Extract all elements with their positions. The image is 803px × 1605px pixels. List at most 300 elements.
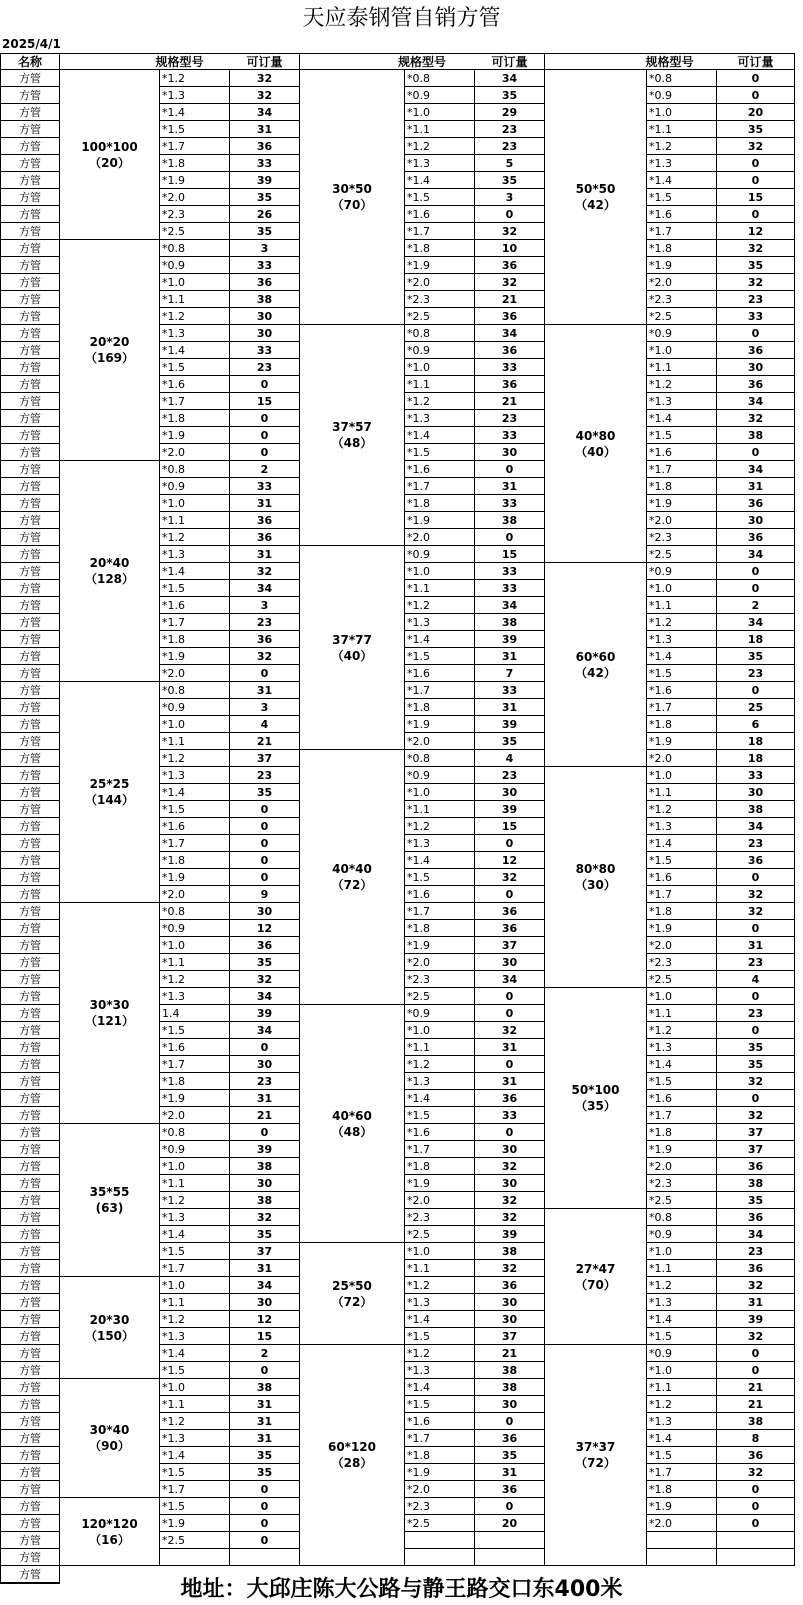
quantity-cell: 23 [717, 665, 795, 682]
group-size: 30*40 [89, 1423, 130, 1437]
quantity-cell: 0 [475, 1056, 545, 1073]
thickness-cell: *1.6 [160, 376, 230, 393]
group-total: （70） [575, 1277, 616, 1292]
thickness-cell: *1.2 [647, 801, 717, 818]
thickness-cell: *1.0 [405, 104, 475, 121]
quantity-cell: 0 [230, 1515, 300, 1532]
thickness-cell: *1.5 [160, 580, 230, 597]
thickness-cell: *1.1 [647, 597, 717, 614]
thickness-cell: *1.6 [160, 597, 230, 614]
thickness-cell: *0.8 [405, 325, 475, 342]
row-name-cell: 方管 [0, 291, 60, 308]
group-total: （72） [331, 878, 373, 892]
row-name-cell: 方管 [0, 1073, 60, 1090]
quantity-cell: 36 [475, 920, 545, 937]
spec-group [300, 70, 405, 325]
thickness-cell: *1.8 [405, 699, 475, 716]
row-name-cell: 方管 [0, 189, 60, 206]
quantity-cell: 0 [717, 1515, 795, 1532]
header-spec: 规格型号 [60, 53, 300, 70]
quantity-cell: 35 [230, 1226, 300, 1243]
thickness-cell: *1.4 [160, 342, 230, 359]
row-name-cell: 方管 [0, 546, 60, 563]
thickness-cell: *1.5 [160, 1498, 230, 1515]
row-name-cell: 方管 [0, 274, 60, 291]
row-name-cell: 方管 [0, 87, 60, 104]
quantity-cell: 32 [717, 903, 795, 920]
quantity-cell: 23 [230, 614, 300, 631]
quantity-cell: 0 [717, 1090, 795, 1107]
quantity-cell: 39 [717, 1311, 795, 1328]
row-name-cell: 方管 [0, 444, 60, 461]
quantity-cell: 23 [717, 1243, 795, 1260]
quantity-cell: 37 [717, 1141, 795, 1158]
thickness-cell: *2.0 [405, 529, 475, 546]
row-name-cell: 方管 [0, 682, 60, 699]
quantity-cell: 32 [475, 274, 545, 291]
thickness-cell: *1.4 [647, 1056, 717, 1073]
thickness-cell: *1.5 [160, 1022, 230, 1039]
quantity-cell: 4 [717, 971, 795, 988]
group-total: （35） [575, 1099, 616, 1113]
thickness-cell: *1.7 [160, 1260, 230, 1277]
thickness-cell: *1.4 [405, 427, 475, 444]
thickness-cell: *1.0 [647, 767, 717, 784]
thickness-cell: *1.7 [647, 699, 717, 716]
thickness-cell: *2.5 [647, 546, 717, 563]
thickness-cell: *1.1 [405, 580, 475, 597]
thickness-cell: *1.9 [160, 1515, 230, 1532]
quantity-cell: 36 [475, 1430, 545, 1447]
quantity-cell: 21 [717, 1396, 795, 1413]
quantity-cell: 32 [230, 1209, 300, 1226]
thickness-cell: *1.4 [647, 1430, 717, 1447]
quantity-cell: 0 [230, 1124, 300, 1141]
row-name-cell: 方管 [0, 461, 60, 478]
thickness-cell: *1.8 [405, 495, 475, 512]
quantity-cell: 21 [475, 393, 545, 410]
row-name-cell: 方管 [0, 852, 60, 869]
quantity-cell: 12 [717, 223, 795, 240]
quantity-cell: 12 [230, 920, 300, 937]
thickness-cell: *2.5 [405, 308, 475, 325]
thickness-cell: *0.9 [160, 257, 230, 274]
thickness-cell: *0.9 [160, 478, 230, 495]
group-size: 40*60 [332, 1108, 372, 1123]
thickness-cell: *1.2 [160, 1413, 230, 1430]
thickness-cell: *2.0 [160, 886, 230, 903]
quantity-cell: 36 [475, 1481, 545, 1498]
group-total: （48） [331, 1124, 373, 1139]
quantity-cell: 36 [717, 1447, 795, 1464]
thickness-cell: *1.1 [647, 1379, 717, 1396]
thickness-cell: *0.9 [405, 767, 475, 784]
thickness-cell: *0.8 [405, 750, 475, 767]
quantity-cell: 33 [475, 580, 545, 597]
row-name-cell: 方管 [0, 1532, 60, 1549]
thickness-cell: *2.5 [160, 1532, 230, 1549]
group-size: 27*47 [575, 1261, 616, 1276]
thickness-cell [405, 1532, 475, 1549]
thickness-cell: *2.0 [647, 750, 717, 767]
thickness-cell: *1.4 [647, 648, 717, 665]
quantity-cell: 32 [475, 1022, 545, 1039]
quantity-cell: 38 [475, 1243, 545, 1260]
thickness-cell: *1.8 [405, 240, 475, 257]
row-name-cell: 方管 [0, 1515, 60, 1532]
quantity-cell: 0 [475, 886, 545, 903]
thickness-cell: *1.5 [160, 1362, 230, 1379]
spec-group [60, 1277, 160, 1379]
spec-group [60, 240, 160, 461]
quantity-cell: 15 [475, 546, 545, 563]
thickness-cell: *1.7 [647, 1107, 717, 1124]
thickness-cell: *1.2 [160, 70, 230, 87]
quantity-cell: 30 [230, 308, 300, 325]
thickness-cell: *2.5 [405, 988, 475, 1005]
quantity-cell: 0 [230, 1532, 300, 1549]
quantity-cell: 39 [475, 1226, 545, 1243]
quantity-cell: 31 [475, 699, 545, 716]
row-name-cell: 方管 [0, 1362, 60, 1379]
thickness-cell: *1.7 [160, 393, 230, 410]
quantity-cell: 32 [475, 869, 545, 886]
quantity-cell: 35 [230, 954, 300, 971]
thickness-cell: *2.3 [405, 971, 475, 988]
thickness-cell: *2.0 [405, 1481, 475, 1498]
thickness-cell: *2.3 [405, 291, 475, 308]
spec-group [300, 1345, 405, 1566]
thickness-cell: *1.7 [405, 903, 475, 920]
quantity-cell: 0 [230, 852, 300, 869]
row-name-cell: 方管 [0, 1056, 60, 1073]
quantity-cell: 32 [230, 648, 300, 665]
thickness-cell: *2.5 [405, 1515, 475, 1532]
row-name-cell: 方管 [0, 614, 60, 631]
row-name-cell: 方管 [0, 1430, 60, 1447]
thickness-cell: *1.8 [647, 1124, 717, 1141]
group-size: 40*40 [332, 862, 372, 876]
quantity-cell: 30 [717, 359, 795, 376]
thickness-cell: *1.2 [647, 376, 717, 393]
thickness-cell: *1.6 [160, 1039, 230, 1056]
quantity-cell: 39 [475, 801, 545, 818]
thickness-cell: *0.8 [160, 682, 230, 699]
row-name-cell: 方管 [0, 648, 60, 665]
quantity-cell: 0 [717, 1498, 795, 1515]
thickness-cell: *1.2 [160, 1192, 230, 1209]
group-total: (63) [95, 1201, 124, 1215]
row-name-cell: 方管 [0, 138, 60, 155]
thickness-cell: *1.3 [647, 1413, 717, 1430]
thickness-cell: *2.0 [647, 937, 717, 954]
row-name-cell: 方管 [0, 920, 60, 937]
quantity-cell: 35 [230, 1447, 300, 1464]
thickness-cell: *1.5 [647, 852, 717, 869]
quantity-cell: 36 [230, 529, 300, 546]
thickness-cell: *0.9 [160, 699, 230, 716]
thickness-cell: *1.4 [647, 835, 717, 852]
thickness-cell: *1.0 [405, 359, 475, 376]
quantity-cell: 32 [717, 1464, 795, 1481]
thickness-cell: *1.6 [405, 206, 475, 223]
thickness-cell [160, 1549, 230, 1566]
quantity-cell: 9 [230, 886, 300, 903]
thickness-cell: *0.8 [160, 240, 230, 257]
row-name-cell: 方管 [0, 308, 60, 325]
thickness-cell: *1.4 [405, 1090, 475, 1107]
thickness-cell: *1.6 [647, 444, 717, 461]
quantity-cell: 0 [475, 1005, 545, 1022]
thickness-cell: *2.5 [647, 1192, 717, 1209]
quantity-cell: 21 [475, 291, 545, 308]
quantity-cell: 31 [230, 495, 300, 512]
row-name-cell: 方管 [0, 1311, 60, 1328]
quantity-cell: 34 [717, 461, 795, 478]
quantity-cell: 33 [230, 342, 300, 359]
row-name-cell: 方管 [0, 1243, 60, 1260]
spec-group [545, 563, 647, 767]
thickness-cell: *1.0 [160, 1158, 230, 1175]
row-name-cell: 方管 [0, 1566, 60, 1583]
group-total: （121） [84, 1014, 135, 1028]
row-name-cell: 方管 [0, 801, 60, 818]
row-name-cell: 方管 [0, 1124, 60, 1141]
thickness-cell: *0.8 [647, 70, 717, 87]
quantity-cell: 36 [230, 274, 300, 291]
quantity-cell: 0 [717, 70, 795, 87]
thickness-cell: *0.8 [160, 461, 230, 478]
group-total: （40） [575, 444, 616, 459]
thickness-cell: *1.6 [647, 206, 717, 223]
quantity-cell: 31 [230, 1396, 300, 1413]
thickness-cell: *1.1 [405, 1260, 475, 1277]
group-total: （72） [575, 1456, 616, 1470]
quantity-cell: 0 [230, 1039, 300, 1056]
thickness-cell: *1.8 [405, 1447, 475, 1464]
thickness-cell: *2.3 [405, 1209, 475, 1226]
thickness-cell: *1.7 [405, 682, 475, 699]
quantity-cell: 39 [475, 716, 545, 733]
quantity-cell: 36 [717, 1158, 795, 1175]
thickness-cell: *1.5 [405, 1396, 475, 1413]
row-name-cell: 方管 [0, 206, 60, 223]
quantity-cell: 30 [717, 784, 795, 801]
quantity-cell: 30 [475, 954, 545, 971]
quantity-cell: 4 [230, 716, 300, 733]
quantity-cell: 31 [717, 478, 795, 495]
spec-group [300, 546, 405, 750]
quantity-cell: 32 [717, 1328, 795, 1345]
quantity-cell: 0 [717, 869, 795, 886]
row-name-cell: 方管 [0, 410, 60, 427]
thickness-cell: *1.0 [647, 1362, 717, 1379]
inventory-table [0, 53, 803, 1583]
thickness-cell: *1.3 [405, 1362, 475, 1379]
row-name-cell: 方管 [0, 393, 60, 410]
thickness-cell: *1.5 [647, 189, 717, 206]
quantity-cell: 38 [475, 614, 545, 631]
quantity-cell: 36 [230, 138, 300, 155]
quantity-cell: 37 [230, 750, 300, 767]
thickness-cell: *1.2 [405, 1277, 475, 1294]
thickness-cell: *1.4 [405, 172, 475, 189]
row-name-cell: 方管 [0, 376, 60, 393]
quantity-cell: 18 [717, 733, 795, 750]
thickness-cell: *1.6 [405, 665, 475, 682]
thickness-cell: *1.8 [160, 631, 230, 648]
thickness-cell: *1.9 [405, 716, 475, 733]
quantity-cell: 23 [475, 121, 545, 138]
quantity-cell: 31 [230, 1260, 300, 1277]
row-name-cell: 方管 [0, 971, 60, 988]
thickness-cell: *1.1 [647, 1260, 717, 1277]
header-qty: 可订量 [475, 53, 545, 70]
quantity-cell: 4 [475, 750, 545, 767]
spec-group [300, 1243, 405, 1345]
quantity-cell: 0 [717, 1022, 795, 1039]
quantity-cell: 35 [717, 1056, 795, 1073]
quantity-cell: 30 [717, 512, 795, 529]
thickness-cell: *2.3 [647, 291, 717, 308]
quantity-cell: 38 [475, 1379, 545, 1396]
quantity-cell: 0 [475, 1413, 545, 1430]
thickness-cell: *1.3 [160, 87, 230, 104]
row-name-cell: 方管 [0, 1107, 60, 1124]
group-size: 25*25 [89, 777, 130, 791]
quantity-cell: 0 [717, 1362, 795, 1379]
row-name-cell: 方管 [0, 580, 60, 597]
thickness-cell: *1.5 [647, 1073, 717, 1090]
row-name-cell: 方管 [0, 495, 60, 512]
quantity-cell: 2 [230, 1345, 300, 1362]
thickness-cell: *1.3 [405, 614, 475, 631]
thickness-cell: *1.3 [405, 835, 475, 852]
thickness-cell: *1.6 [647, 682, 717, 699]
row-name-cell: 方管 [0, 529, 60, 546]
spec-group [60, 1124, 160, 1277]
thickness-cell: *1.5 [405, 1328, 475, 1345]
quantity-cell: 3 [230, 240, 300, 257]
quantity-cell: 35 [230, 1464, 300, 1481]
thickness-cell: *1.3 [160, 1209, 230, 1226]
quantity-cell: 30 [230, 1175, 300, 1192]
thickness-cell: *2.0 [160, 665, 230, 682]
quantity-cell: 12 [230, 1311, 300, 1328]
thickness-cell: *2.5 [647, 971, 717, 988]
thickness-cell: *1.3 [647, 155, 717, 172]
row-name-cell: 方管 [0, 1294, 60, 1311]
row-name-cell: 方管 [0, 1396, 60, 1413]
group-total: （20） [89, 155, 130, 170]
quantity-cell: 36 [717, 376, 795, 393]
quantity-cell: 0 [717, 155, 795, 172]
thickness-cell: *1.7 [160, 1056, 230, 1073]
thickness-cell: *0.9 [647, 563, 717, 580]
thickness-cell: *1.2 [160, 529, 230, 546]
quantity-cell: 0 [717, 172, 795, 189]
thickness-cell: *1.0 [160, 937, 230, 954]
quantity-cell: 26 [230, 206, 300, 223]
quantity-cell: 34 [717, 393, 795, 410]
quantity-cell: 39 [230, 1005, 300, 1022]
quantity-cell: 34 [230, 988, 300, 1005]
group-size: 20*30 [89, 1312, 130, 1327]
quantity-cell: 33 [475, 495, 545, 512]
quantity-cell: 30 [475, 444, 545, 461]
thickness-cell: *1.4 [160, 1447, 230, 1464]
thickness-cell: *1.9 [160, 869, 230, 886]
quantity-cell: 0 [230, 1362, 300, 1379]
thickness-cell: *1.0 [160, 274, 230, 291]
thickness-cell: *2.0 [647, 274, 717, 291]
thickness-cell: *2.3 [647, 1175, 717, 1192]
row-name-cell: 方管 [0, 1090, 60, 1107]
thickness-cell: *1.3 [160, 988, 230, 1005]
thickness-cell: *1.4 [160, 1226, 230, 1243]
spec-group [300, 1005, 405, 1243]
row-name-cell: 方管 [0, 155, 60, 172]
thickness-cell: *0.8 [405, 70, 475, 87]
spec-group [300, 750, 405, 1005]
thickness-cell: *1.2 [647, 1277, 717, 1294]
row-name-cell: 方管 [0, 1481, 60, 1498]
thickness-cell: *1.0 [160, 1379, 230, 1396]
quantity-cell: 36 [717, 852, 795, 869]
quantity-cell: 36 [475, 903, 545, 920]
quantity-cell: 31 [475, 1039, 545, 1056]
thickness-cell: *1.5 [647, 1447, 717, 1464]
quantity-cell: 38 [475, 1362, 545, 1379]
quantity-cell: 30 [475, 1311, 545, 1328]
quantity-cell: 32 [475, 1209, 545, 1226]
thickness-cell: *1.8 [405, 1158, 475, 1175]
quantity-cell: 25 [717, 699, 795, 716]
thickness-cell: *1.5 [160, 1243, 230, 1260]
row-name-cell: 方管 [0, 1464, 60, 1481]
quantity-cell: 23 [717, 1005, 795, 1022]
quantity-cell: 30 [230, 1056, 300, 1073]
quantity-cell: 31 [475, 648, 545, 665]
thickness-cell [647, 1532, 717, 1549]
quantity-cell: 29 [475, 104, 545, 121]
quantity-cell: 0 [717, 580, 795, 597]
spec-group [60, 1498, 160, 1566]
row-name-cell: 方管 [0, 512, 60, 529]
group-size: 37*77 [332, 632, 372, 647]
thickness-cell: *1.1 [405, 121, 475, 138]
spec-group [545, 767, 647, 988]
quantity-cell: 37 [475, 1328, 545, 1345]
quantity-cell: 8 [717, 1430, 795, 1447]
thickness-cell: *1.3 [647, 1039, 717, 1056]
row-name-cell: 方管 [0, 104, 60, 121]
quantity-cell: 0 [230, 410, 300, 427]
group-size: 20*20 [89, 335, 130, 349]
quantity-cell: 31 [475, 1464, 545, 1481]
thickness-cell: *1.4 [160, 563, 230, 580]
thickness-cell: *1.0 [647, 580, 717, 597]
quantity-cell: 38 [717, 1175, 795, 1192]
thickness-cell: *1.3 [160, 1328, 230, 1345]
row-name-cell: 方管 [0, 257, 60, 274]
thickness-cell: *0.9 [405, 87, 475, 104]
row-name-cell: 方管 [0, 988, 60, 1005]
quantity-cell: 0 [717, 1345, 795, 1362]
quantity-cell: 0 [717, 563, 795, 580]
thickness-cell: *1.4 [405, 1311, 475, 1328]
spec-group [300, 325, 405, 546]
